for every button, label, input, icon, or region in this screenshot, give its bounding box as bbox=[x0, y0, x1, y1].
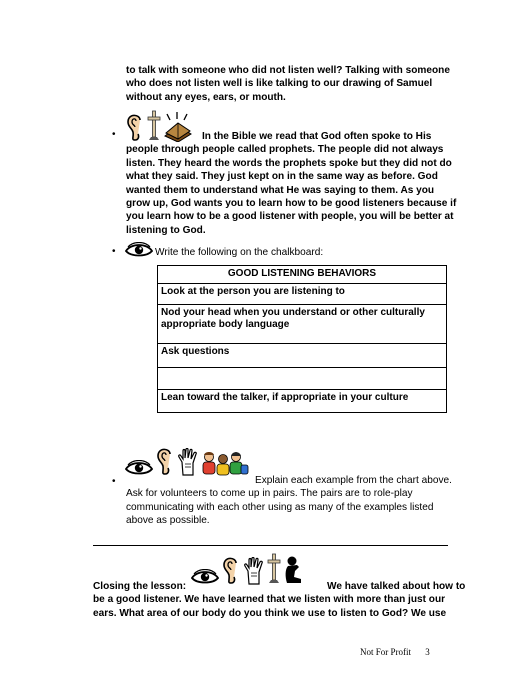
cell-text: Lean toward the talker, if appropriate in your culture bbox=[161, 391, 409, 403]
cell-text: appropriate body language bbox=[161, 319, 290, 330]
footer-note bbox=[360, 647, 430, 657]
table-row bbox=[158, 304, 447, 343]
footer-text: Not For Profit bbox=[360, 647, 412, 657]
bullet-marker: • bbox=[112, 129, 116, 140]
closing-label: Closing the lesson: bbox=[93, 581, 187, 592]
text-line: be a good listener. We have learned that we listen with more than just our bbox=[93, 594, 446, 606]
explain-paragraph bbox=[126, 474, 452, 528]
table-header-row bbox=[158, 266, 447, 284]
text-line: listening to God. bbox=[126, 224, 206, 236]
table-row bbox=[158, 389, 447, 412]
bullet-marker: • bbox=[112, 476, 116, 487]
table-cell bbox=[158, 304, 447, 343]
bullet-marker: • bbox=[112, 246, 116, 257]
table-row bbox=[158, 283, 447, 304]
bible-paragraph bbox=[126, 130, 456, 237]
text-line: who does not listen well is like talking to our drawing of Samuel bbox=[126, 78, 433, 90]
ear-icon bbox=[155, 446, 175, 476]
text-line: Explain each example from the chart above. bbox=[255, 475, 452, 486]
cell-text: Nod your head when you understand or other culturally bbox=[161, 306, 425, 318]
chalkboard-instruction: Write the following on the chalkboard: bbox=[155, 247, 324, 258]
table-cell bbox=[158, 389, 447, 412]
table-cell bbox=[158, 343, 447, 367]
text-line: to talk with someone who did not listen well? Talking with someone bbox=[126, 65, 450, 76]
text-line: you learn how to be a good listener with people, you will be better at bbox=[126, 211, 454, 223]
intro-paragraph bbox=[126, 64, 450, 104]
text-line: grow up, God wants you to learn how to be good listeners because if bbox=[126, 198, 457, 210]
text-line: what they said. They just kept on in the same way as before. God bbox=[126, 171, 438, 183]
explain-icon-group bbox=[125, 446, 249, 476]
table-header: GOOD LISTENING BEHAVIORS bbox=[158, 266, 447, 284]
text-line: ears. What area of our body do you think we use to listen to God? We use bbox=[93, 607, 447, 619]
cell-text: Ask questions bbox=[161, 345, 230, 357]
text-line: without any eyes, ears, or mouth. bbox=[126, 91, 286, 103]
table-cell bbox=[158, 283, 447, 304]
listening-behaviors-table bbox=[157, 265, 447, 413]
text-line: wanted them to understand what He was saying to them. As you bbox=[126, 184, 435, 196]
table-cell bbox=[158, 367, 447, 389]
eye-icon bbox=[125, 242, 153, 258]
text-line: people through people called prophets. The people did not always bbox=[126, 144, 444, 156]
text-line: above as possible. bbox=[126, 515, 210, 527]
table-row bbox=[158, 343, 447, 367]
children-icon bbox=[201, 450, 249, 476]
text-line: We have talked about how to bbox=[327, 581, 466, 592]
text-line: Ask for volunteers to come up in pairs. The pairs are to role-play bbox=[126, 488, 413, 500]
page-number: 3 bbox=[425, 647, 430, 657]
closing-paragraph bbox=[93, 580, 465, 620]
text-line: In the Bible we read that God often spoke to His bbox=[202, 131, 432, 142]
cell-text: Look at the person you are listening to bbox=[161, 285, 345, 297]
text-line: communicating with each other using as many of the examples listed bbox=[126, 501, 434, 513]
text-line: listen. They heard the words the prophets spoke but they did not do bbox=[126, 157, 452, 169]
hand-icon bbox=[177, 448, 199, 476]
section-divider bbox=[93, 545, 448, 546]
table-row bbox=[158, 367, 447, 389]
